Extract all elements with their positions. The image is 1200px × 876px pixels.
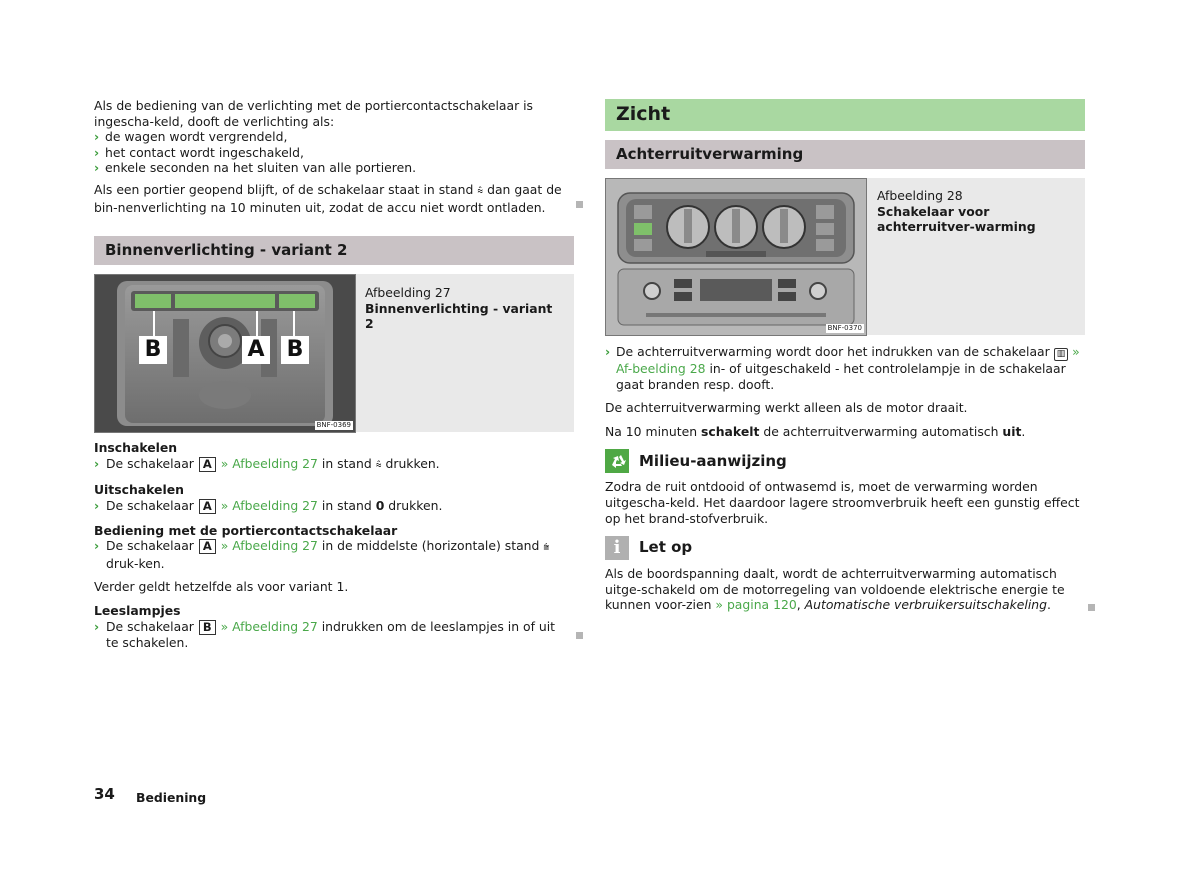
bullet-arrow-icon: ›	[94, 538, 100, 554]
figure-28-image	[605, 178, 867, 336]
leeslampjes-heading: Leeslampjes	[94, 603, 181, 619]
section-end-marker	[576, 201, 583, 208]
list-item: › het contact wordt ingeschakeld,	[94, 144, 304, 160]
switch-key-a: A	[199, 539, 216, 554]
list-item: › enkele seconden na het sluiten van alle portieren.	[94, 160, 417, 176]
figure-title: Binnenverlichting - variant 2	[365, 300, 553, 332]
bullet-arrow-icon: ›	[94, 497, 100, 513]
intro-list	[94, 129, 574, 176]
figure-28-caption	[877, 188, 1077, 235]
bullet-arrow-icon: ›	[94, 455, 100, 471]
door-contact-symbol-icon: ⩭	[543, 542, 550, 554]
recycling-icon	[605, 449, 629, 473]
milieu-note-heading: Milieu-aanwijzing	[605, 449, 1083, 473]
door-contact-symbol-icon: ⩯	[477, 185, 484, 197]
uitschakelen-heading: Uitschakelen	[94, 482, 184, 498]
door-open-paragraph: Als een portier geopend blijft, of de schakelaar staat in stand ⩯ dan gaat de bin-nenverlichting na 10 minuten uit, zodat de accu niet wordt ontladen.	[94, 181, 562, 215]
figure-number: Afbeelding 28	[877, 188, 963, 203]
bediening-step: › De schakelaar A » Afbeelding 27 in de middelste (horizontale) stand ⩭ druk-ken.	[94, 538, 550, 571]
switch-key-b: B	[199, 620, 216, 635]
verder-paragraph: Verder geldt hetzelfde als voor variant 1.	[94, 578, 349, 594]
figure-label-b-left: B	[139, 336, 167, 364]
inschakelen-heading: Inschakelen	[94, 440, 178, 455]
section-end-marker	[1088, 604, 1095, 611]
bullet-arrow-icon: ›	[94, 144, 100, 160]
figure-code: BNF-0370	[827, 324, 862, 332]
section-heading-achterruitverwarming: Achterruitverwarming	[605, 140, 1085, 169]
uitschakelen-step: › De schakelaar A » Afbeelding 27 in stand 0 drukken.	[94, 497, 443, 513]
page-120-link[interactable]: » pagina 120	[715, 597, 797, 613]
section-heading-binnenverlichting: Binnenverlichting - variant 2	[94, 236, 574, 265]
footer-section: Bediening	[136, 790, 207, 805]
info-icon: i	[605, 536, 629, 560]
page-number: 34	[94, 785, 115, 803]
section-end-marker	[576, 632, 583, 639]
rear-window-heating-icon: ▥	[1054, 348, 1069, 361]
switch-key-a: A	[199, 457, 216, 472]
switch-key-a: A	[199, 499, 216, 514]
figure-27-image	[94, 274, 356, 433]
right-body	[605, 344, 1083, 613]
door-contact-symbol-icon: ⩯	[375, 459, 382, 471]
bullet-arrow-icon: ›	[605, 344, 611, 359]
bullet-arrow-icon: ›	[94, 129, 100, 145]
letop-note-heading: i Let op	[605, 536, 1083, 560]
figure-label-a: A	[242, 336, 270, 364]
figure-number: Afbeelding 27	[365, 285, 451, 300]
interior-light-illustration	[95, 275, 355, 432]
timer-paragraph: Na 10 minuten schakelt de achterruitverwarming automatisch uit.	[605, 423, 1026, 439]
figure-27-link[interactable]: » Afbeelding 27	[220, 497, 318, 513]
main-heading-zicht: Zicht	[605, 99, 1085, 131]
inschakelen-step: › De schakelaar A » Afbeelding 27 in stand ⩯ drukken.	[94, 455, 440, 471]
figure-27-link[interactable]: » Afbeelding 27	[220, 618, 318, 634]
figure-title: Schakelaar voor achterruitver-warming	[877, 203, 1036, 235]
achterruit-step: › De achterruitverwarming wordt door het indrukken van de schakelaar ▥ » Af-beelding 28 in- of uitgeschakeld - het controlelampje in de schakelaar gaat branden resp. dooft.	[605, 344, 1080, 392]
intro-paragraph: Als de bediening van de verlichting met de portiercontactschakelaar is ingescha-keld, dooft de verlichting als:	[94, 98, 534, 129]
bullet-arrow-icon: ›	[94, 160, 100, 176]
bullet-arrow-icon: ›	[94, 618, 100, 634]
letop-note-text: Als de boordspanning daalt, wordt de achterruitverwarming automatisch uitge-schakeld om de motorregeling van voldoende elektrische energie te kunnen voor-zien » pagina 120, Automatische verbruikersuitschakeling.	[605, 566, 1065, 613]
figure-28-link[interactable]: » Af-beelding 28	[616, 344, 1080, 376]
left-instructions	[94, 440, 564, 650]
figure-code: BNF-0369	[316, 421, 351, 429]
leeslampjes-step: › De schakelaar B » Afbeelding 27 indrukken om de leeslampjes in of uit te schakelen.	[94, 618, 556, 650]
climate-panel-illustration	[606, 179, 866, 335]
figure-label-b-right: B	[281, 336, 309, 364]
milieu-note-text: Zodra de ruit ontdooid of ontwasemd is, moet de verwarming worden uitgescha-keld. Het daardoor lagere stroomverbruik heeft een gunstig effect op het brand-stofverbruik.	[605, 479, 1080, 526]
left-column	[94, 98, 574, 215]
list-item: › de wagen wordt vergrendeld,	[94, 129, 288, 145]
figure-27-link[interactable]: » Afbeelding 27	[220, 455, 318, 471]
motor-paragraph: De achterruitverwarming werkt alleen als de motor draait.	[605, 400, 968, 416]
figure-27-link[interactable]: » Afbeelding 27	[220, 538, 318, 554]
bediening-heading: Bediening met de portiercontactschakelaar	[94, 522, 398, 538]
figure-27-caption	[365, 285, 565, 332]
